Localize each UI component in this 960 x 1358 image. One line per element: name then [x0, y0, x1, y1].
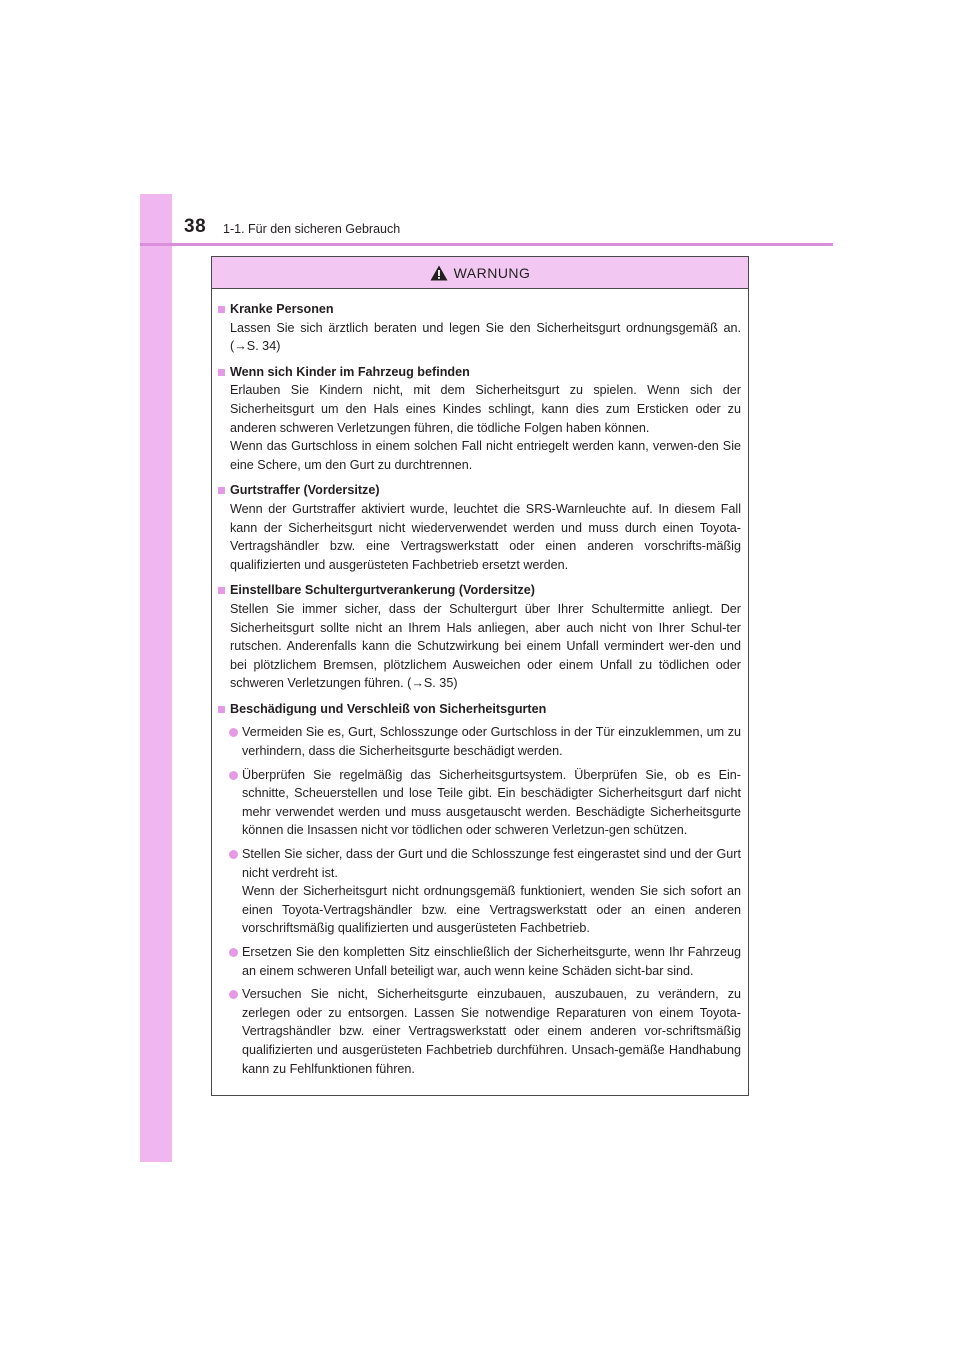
- item-title: Wenn sich Kinder im Fahrzeug befinden: [230, 364, 470, 379]
- warning-triangle-icon: [430, 265, 448, 281]
- paragraph: Ersetzen Sie den kompletten Sitz einschließlich der Sicherheitsgurte, wenn Ihr Fahrzeug an einem schweren Unfall beteiligt war, auch wenn keine Schäden sicht-bar sind.: [242, 945, 741, 978]
- paragraph: Vermeiden Sie es, Gurt, Schlosszunge oder Gurtschloss in der Tür einzuklemmen, um zu verhindern, dass die Sicherheitsgurte beschädigt werden.: [242, 725, 741, 759]
- list-item: [218, 845, 741, 938]
- section-title: 1-1. Für den sicheren Gebrauch: [223, 222, 401, 236]
- warning-box: [211, 256, 749, 1096]
- paragraph: Überprüfen Sie regelmäßig das Sicherheitsgurtsystem. Überprüfen Sie, ob es Ein-schnitte, Scheuerstellen und lose Teile gibt. Ein beschädigter Sicherheitsgurt darf nicht mehr verwendet werden und muss ausgetauscht werden. Beschädigte Sicherheitsgurte können die Insassen nicht vor tödlichen oder schweren Verletzun-gen schützen.: [242, 767, 741, 838]
- item-heading: [218, 581, 741, 600]
- item-title: Kranke Personen: [230, 302, 334, 316]
- paragraph: Versuchen Sie nicht, Sicherheitsgurte einzubauen, auszubauen, zu verändern, zu zerlegen oder zu entsorgen. Lassen Sie notwendige Reparaturen von einem Toyota-Vertragshändler bzw. einer Vertragswerkstatt oder einem anderen vor-schriftsmäßig qualifizierten und ausgerüsteten Fachbetrieb durchführen. Unsach-gemäße Handhabung kann zu Fehlfunktionen führen.: [242, 987, 741, 1076]
- item-text: [230, 600, 741, 693]
- item-text: [230, 500, 741, 574]
- chapter-tab-bar: [140, 194, 172, 1162]
- warning-item: [218, 363, 741, 475]
- square-bullet-icon: [218, 706, 225, 713]
- item-heading: [218, 363, 741, 382]
- round-bullet-icon: [229, 728, 238, 737]
- paragraph: Wenn der Sicherheitsgurt nicht ordnungsgemäß funktioniert, wenden Sie sich sofort an einen Toyota-Vertragshändler bzw. eine Vertragswerkstatt oder an einen anderen vorschriftsmäßig qualifizierten und ausgerüsteten Fachbetrieb.: [242, 884, 741, 936]
- paragraph: Erlauben Sie Kindern nicht, mit dem Sicherheitsgurt zu spielen. Wenn sich der Sicherheitsgurt um den Hals eines Kindes schlingt, kann dies zum Ersticken oder zu anderen schweren Verletzungen führen, die tödliche Folgen haben können.: [230, 383, 741, 435]
- warning-title: WARNUNG: [453, 264, 531, 281]
- item-heading: [218, 481, 741, 500]
- square-bullet-icon: [218, 369, 225, 376]
- paragraph: Wenn das Gurtschloss in einem solchen Fall nicht entriegelt werden kann, verwen-den Sie eine Schere, um den Gurt zu durchtrennen.: [230, 439, 741, 472]
- square-bullet-icon: [218, 587, 225, 594]
- list-item: [218, 723, 741, 760]
- list-item: [218, 985, 741, 1078]
- square-bullet-icon: [218, 306, 225, 313]
- round-bullet-icon: [229, 990, 238, 999]
- warning-item: [218, 300, 741, 356]
- warning-item-damage: [218, 700, 741, 1078]
- warning-item: [218, 481, 741, 574]
- item-title: Beschädigung und Verschleiß von Sicherheitsgurten: [230, 701, 547, 716]
- round-bullet-icon: [229, 771, 238, 780]
- item-text: [230, 319, 741, 356]
- list-item: [218, 766, 741, 840]
- round-bullet-icon: [229, 948, 238, 957]
- item-heading: [218, 700, 741, 719]
- paragraph: Wenn der Gurtstraffer aktiviert wurde, leuchtet die SRS-Warnleuchte auf. In diesem Fall kann der Sicherheitsgurt nicht wiederverwendet werden und muss durch einen Toyota-Vertragshändler bzw. eine Vertragswerkstatt oder einen anderen vorschrifts-mäßig qualifizierten und ausgerüsteten Fachbetrieb ersetzt werden.: [230, 501, 741, 572]
- round-bullet-icon: [229, 850, 238, 859]
- header-rule: [140, 243, 833, 246]
- item-text: [230, 381, 741, 474]
- item-heading: [218, 300, 741, 319]
- paragraph: Stellen Sie immer sicher, dass der Schultergurt über Ihrer Schultermitte anliegt. Der Sicherheitsgurt sollte nicht an Ihrem Hals anliegen, aber auch nicht von Ihrer Schul-ter rutschen. Anderenfalls kann die Schutzwirkung bei einem Unfall vermindert wer-den und bei plötzlichem Bremsen, plötzlichem Ausweichen oder einem Unfall zu tödlichen oder schweren Verletzungen führen. (→S. 35): [230, 601, 741, 691]
- square-bullet-icon: [218, 487, 225, 494]
- warning-body: [218, 300, 741, 1085]
- paragraph: Stellen Sie sicher, dass der Gurt und die Schlosszunge fest eingerastet sind und der Gurt nicht verdreht ist.: [242, 847, 741, 880]
- warning-header: [212, 257, 748, 289]
- item-title: Einstellbare Schultergurtverankerung (Vordersitze): [230, 583, 535, 598]
- warning-item: [218, 581, 741, 693]
- page-number: 38: [184, 216, 207, 237]
- paragraph: Lassen Sie sich ärztlich beraten und legen Sie den Sicherheitsgurt ordnungsgemäß an. (→S. 34): [230, 320, 741, 354]
- list-item: [218, 943, 741, 980]
- item-title: Gurtstraffer (Vordersitze): [230, 483, 380, 498]
